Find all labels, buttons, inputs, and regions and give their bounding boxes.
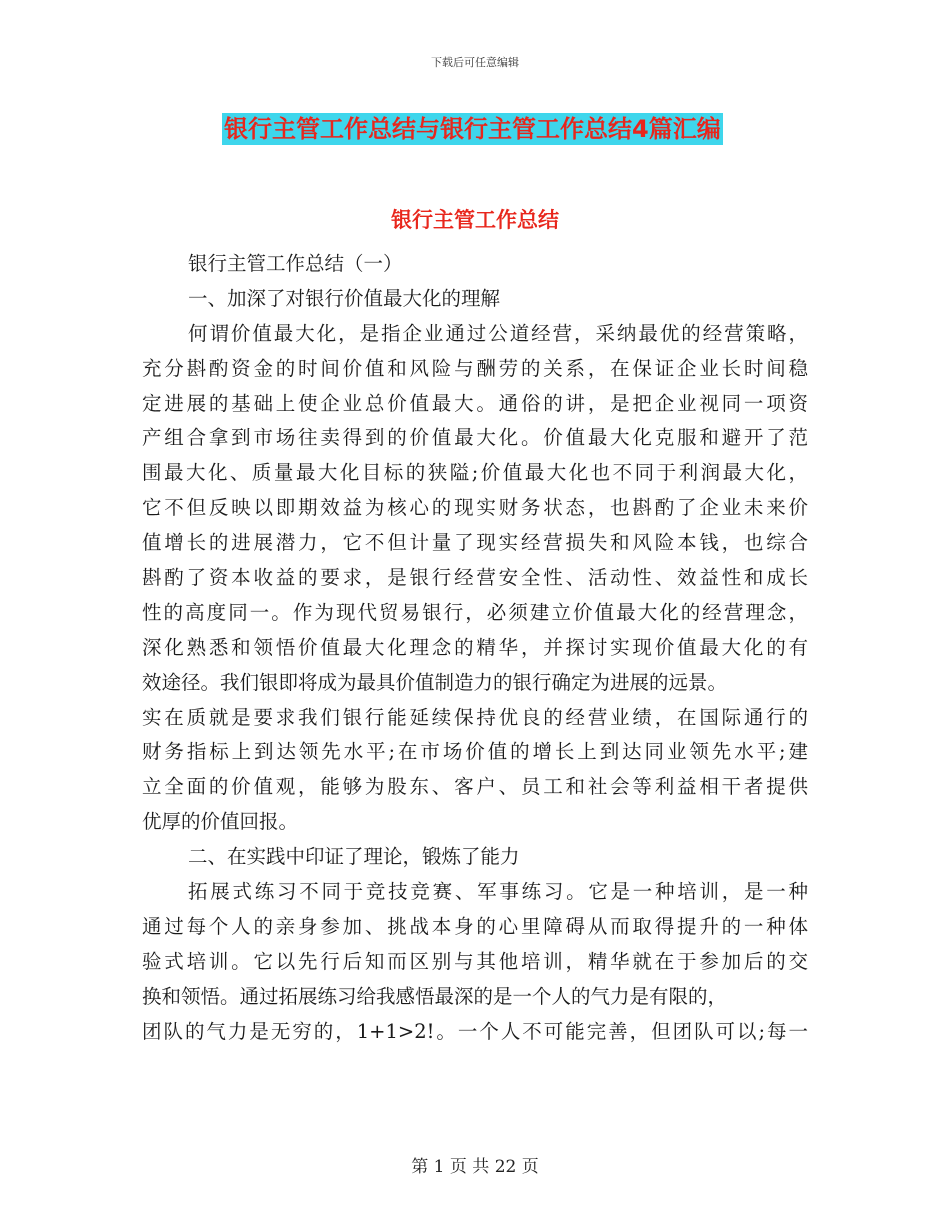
paragraph-line: 值增长的进展潜力，它不但计量了现实经营损失和风险本钱，也综合 bbox=[142, 531, 808, 555]
paragraph-line: 效途径。我们银即将成为最具价值制造力的银行确定为进展的远景。 bbox=[142, 670, 728, 694]
paragraph-line: 充分斟酌资金的时间价值和风险与酬劳的关系，在保证企业长时间稳 bbox=[142, 356, 808, 380]
document-title: 银行主管工作总结与银行主管工作总结4篇汇编 bbox=[224, 115, 721, 143]
paragraph-line: 性的高度同一。作为现代贸易银行，必须建立价值最大化的经营理念， bbox=[142, 600, 808, 624]
paragraph-line: 优厚的价值回报。 bbox=[142, 810, 299, 834]
paragraph-line: 换和领悟。通过拓展练习给我感悟最深的是一个人的气力是有限的， bbox=[142, 984, 728, 1008]
paragraph-line: 验式培训。它以先行后知而区别与其他培训，精华就在于参加后的交 bbox=[142, 949, 808, 973]
section-title: 银行主管工作总结 bbox=[391, 208, 559, 232]
paragraph-line: 定进展的基础上使企业总价值最大。通俗的讲，是把企业视同一项资 bbox=[142, 391, 808, 415]
paragraph-line: 通过每个人的亲身参加、挑战本身的心里障碍从而取得提升的一种体 bbox=[142, 914, 808, 938]
paragraph-line: 斟酌了资本收益的要求，是银行经营安全性、活动性、效益性和成长 bbox=[142, 566, 808, 590]
header-note: 下载后可任意编辑 bbox=[431, 56, 519, 69]
paragraph-line: 深化熟悉和领悟价值最大化理念的精华，并探讨实现价值最大化的有 bbox=[142, 635, 808, 659]
paragraph-line: 团队的气力是无穷的，1+1>2!。一个人不可能完善，但团队可以;每一 bbox=[142, 1019, 808, 1043]
paragraph-line: 它不但反映以即期效益为核心的现实财务状态，也斟酌了企业未来价 bbox=[142, 496, 808, 520]
paragraph-line: 二、在实践中印证了理论，锻炼了能力 bbox=[188, 845, 520, 869]
page-footer: 第 1 页 共 22 页 bbox=[411, 1157, 539, 1177]
paragraph-line: 何谓价值最大化，是指企业通过公道经营，采纳最优的经营策略， bbox=[188, 321, 808, 345]
body-text bbox=[142, 247, 808, 1049]
paragraph-line: 立全面的价值观，能够为股东、客户、员工和社会等利益相干者提供 bbox=[142, 775, 808, 799]
paragraph-line: 拓展式练习不同于竞技竞赛、军事练习。它是一种培训，是一种 bbox=[188, 880, 808, 904]
paragraph-line: 产组合拿到市场往卖得到的价值最大化。价值最大化克服和避开了范 bbox=[142, 426, 808, 450]
paragraph-line: 财务指标上到达领先水平;在市场价值的增长上到达同业领先水平;建 bbox=[142, 740, 808, 764]
paragraph-line: 围最大化、质量最大化目标的狭隘;价值最大化也不同于利润最大化， bbox=[142, 461, 808, 485]
paragraph-line: 一、加深了对银行价值最大化的理解 bbox=[188, 286, 501, 310]
paragraph-line: 银行主管工作总结（一） bbox=[188, 252, 403, 275]
paragraph-line: 实在质就是要求我们银行能延续保持优良的经营业绩，在国际通行的 bbox=[142, 705, 808, 729]
